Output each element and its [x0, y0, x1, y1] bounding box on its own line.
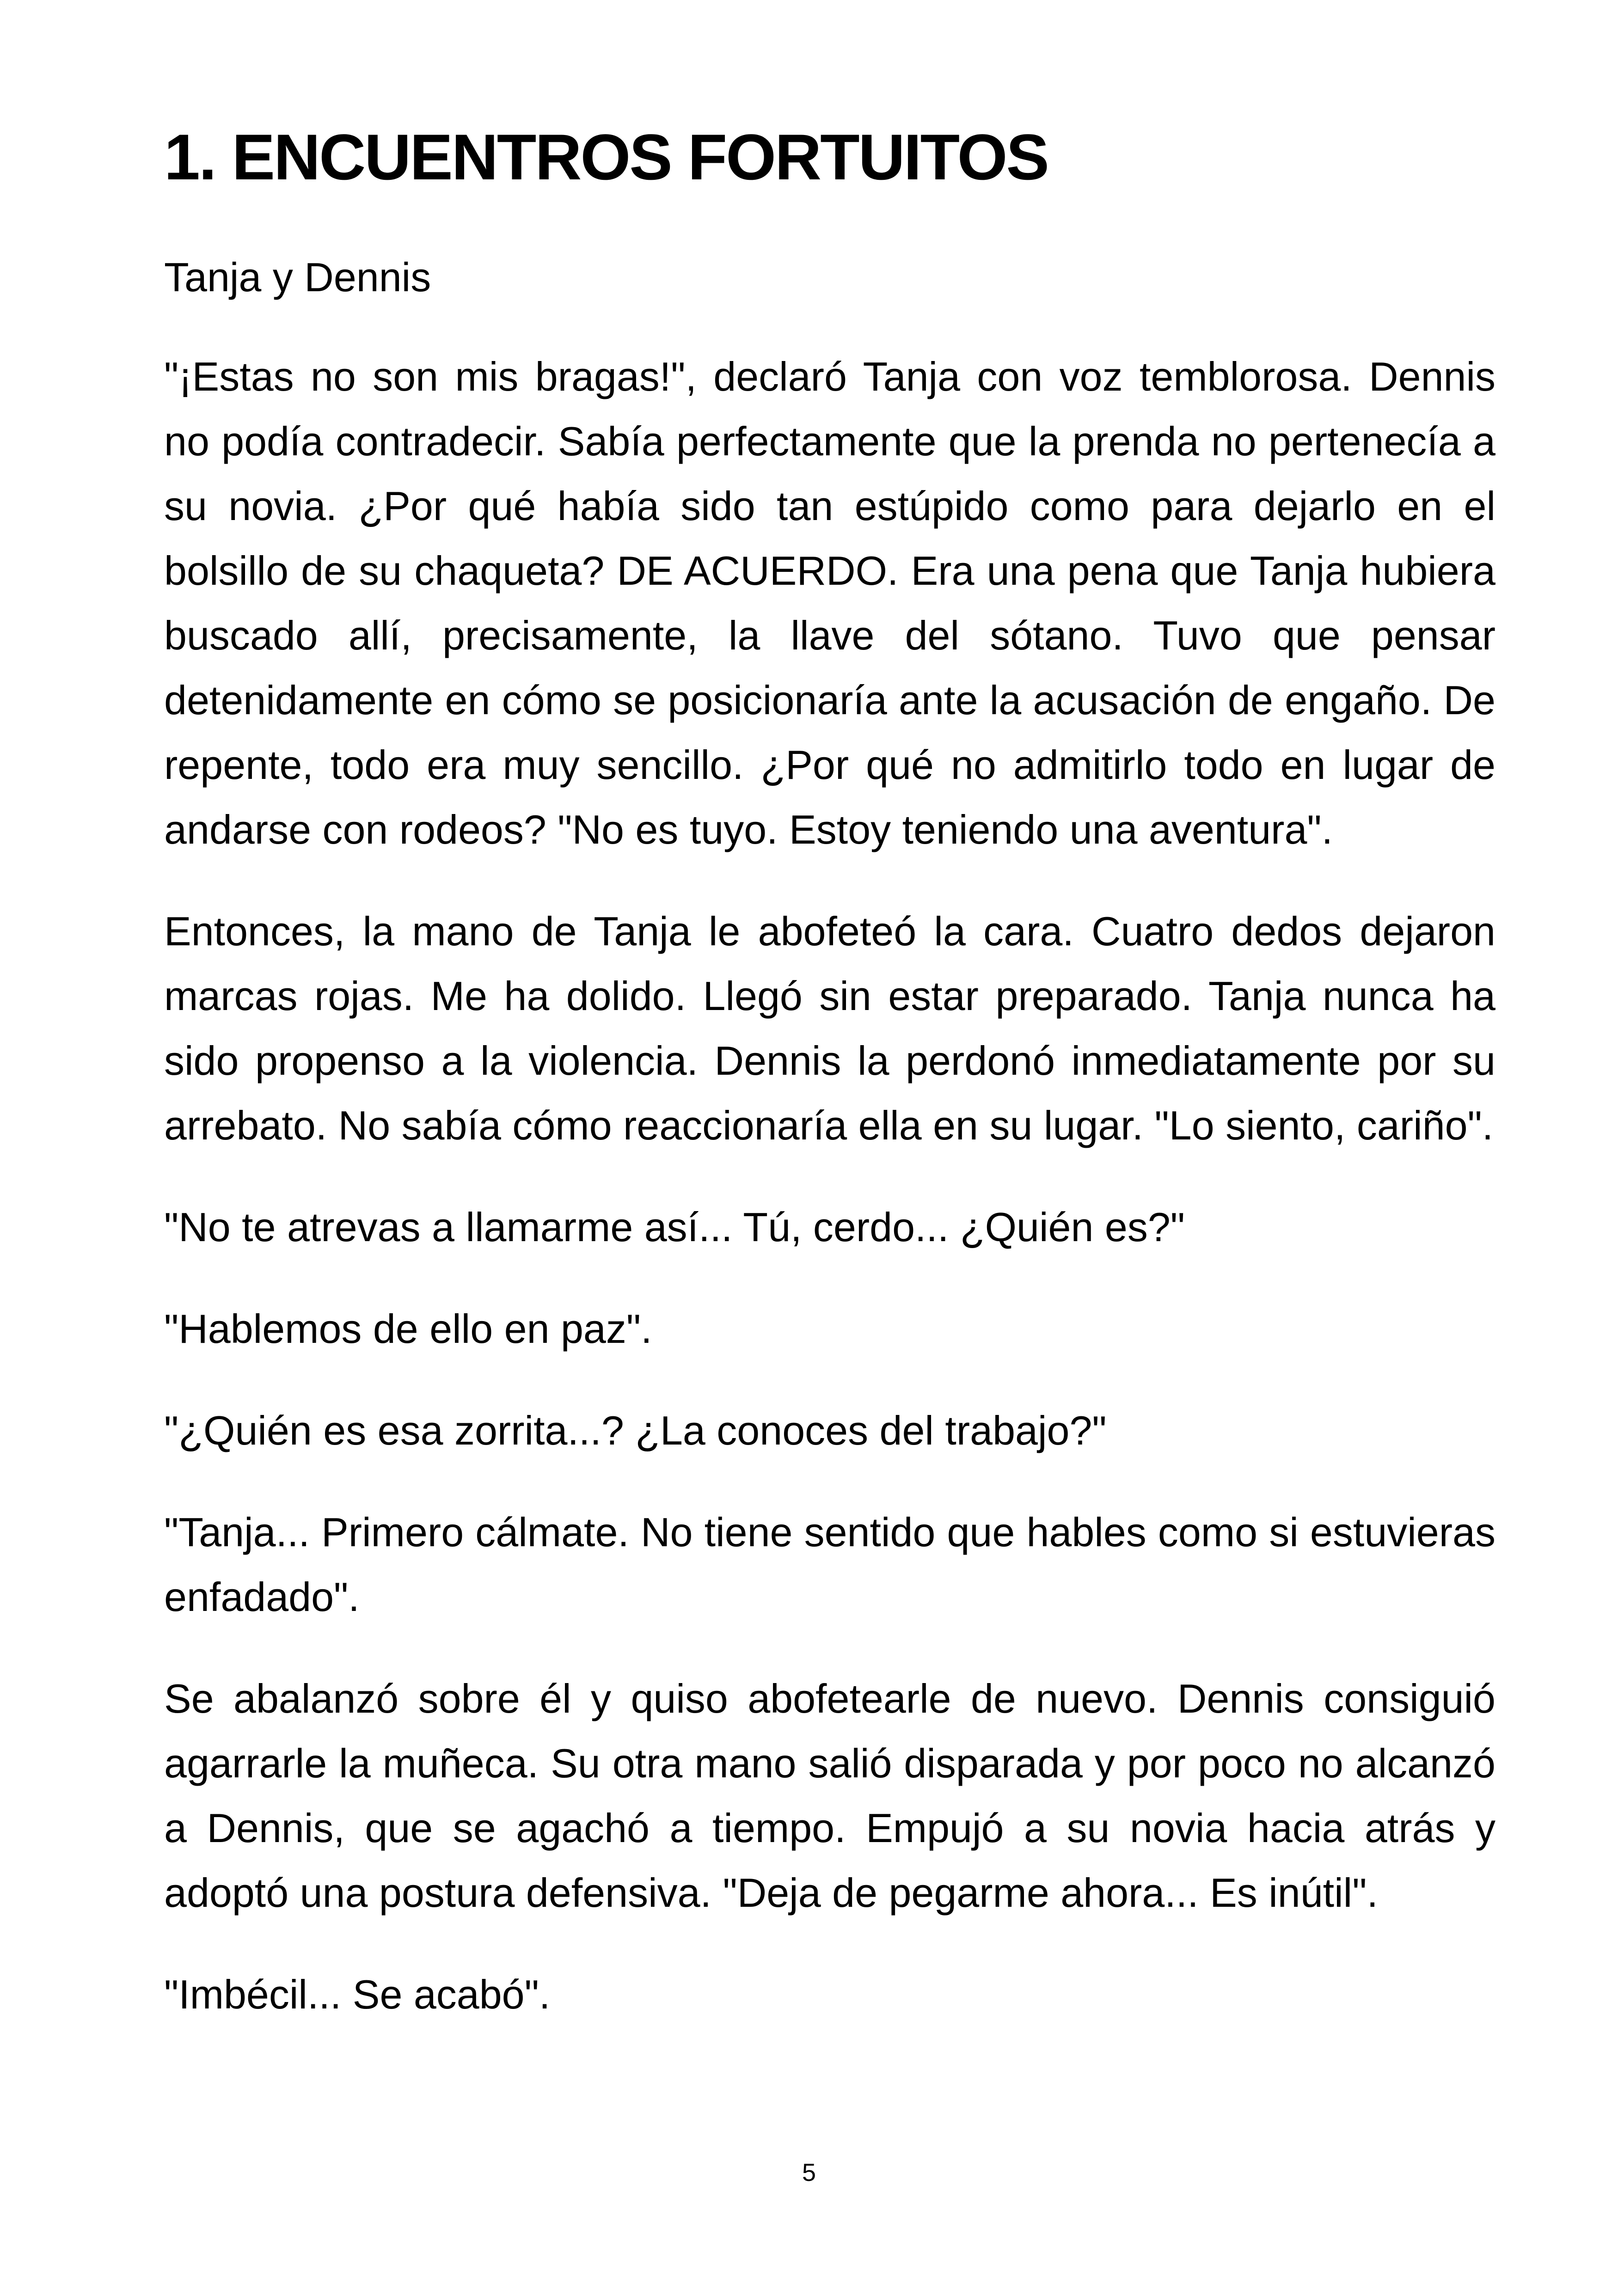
page-content — [164, 116, 1495, 2064]
section-subtitle: Tanja y Dennis — [164, 254, 431, 300]
paragraph-4: "Hablemos de ello en paz". — [164, 1306, 652, 1352]
paragraph-6: "Tanja... Primero cálmate. No tiene sentido que hables como si estuvieras enfadado". — [164, 1509, 1495, 1620]
paragraph-7: Se abalanzó sobre él y quiso abofetearle de nuevo. Dennis consiguió agarrarle la muñeca. Su otra mano salió disparada y por poco no alcanzó a Dennis, que se agachó a tiempo. Empujó a su novia hacia atrás y adoptó una postura defensiva. "Deja de pegarme ahora... Es inútil". — [164, 1676, 1495, 1916]
chapter-title: 1. ENCUENTROS FORTUITOS — [164, 121, 1048, 193]
paragraph-3: "No te atrevas a llamarme así... Tú, cerdo... ¿Quién es?" — [164, 1204, 1185, 1250]
paragraph-2: Entonces, la mano de Tanja le abofeteó la cara. Cuatro dedos dejaron marcas rojas. Me ha dolido. Llegó sin estar preparado. Tanja nunca ha sido propenso a la violencia. Dennis la perdonó inmediatamente por su arrebato. No sabía cómo reaccionaría ella en su lugar. "Lo siento, cariño". — [164, 908, 1495, 1148]
paragraph-1: "¡Estas no son mis bragas!", declaró Tanja con voz temblorosa. Dennis no podía contradecir. Sabía perfectamente que la prenda no pertenecía a su novia. ¿Por qué había sido tan estúpido como para dejarlo en el bolsillo de su chaqueta? DE ACUERDO. Era una pena que Tanja hubiera buscado allí, precisamente, la llave del sótano. Tuvo que pensar detenidamente en cómo se posicionaría ante la acusación de engaño. De repente, todo era muy sencillo. ¿Por qué no admitirlo todo en lugar de andarse con rodeos? "No es tuyo. Estoy teniendo una aventura". — [164, 354, 1495, 852]
page-number: 5 — [802, 2159, 816, 2186]
paragraph-5: "¿Quién es esa zorrita...? ¿La conoces del trabajo?" — [164, 1408, 1107, 1453]
paragraph-8: "Imbécil... Se acabó". — [164, 1971, 551, 2017]
